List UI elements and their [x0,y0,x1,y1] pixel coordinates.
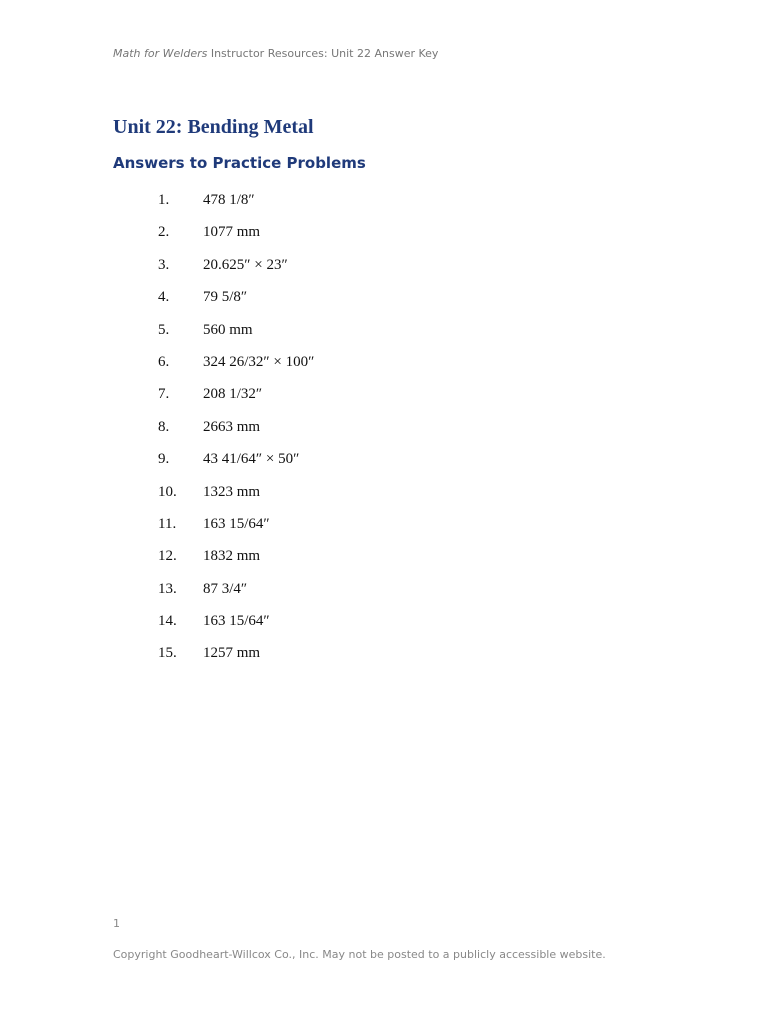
answer-number: 2. [158,224,170,241]
answer-number: 11. [158,515,177,532]
answer-value: 43 41/64″ × 50″ [203,451,300,468]
answer-item [0,384,768,416]
answer-number: 7. [158,386,170,403]
answer-item [0,222,768,254]
answer-value: 1257 mm [203,645,261,662]
answer-value: 79 5/8″ [203,289,248,306]
answer-item [0,190,768,222]
answer-number: 5. [158,321,170,338]
answer-number: 9. [158,451,170,468]
answer-value: 163 15/64″ [203,515,270,532]
answer-value: 2663 mm [203,418,261,435]
answer-number: 12. [158,548,177,565]
answer-value: 1077 mm [203,224,261,241]
answer-number: 13. [158,580,177,597]
answer-item [0,579,768,611]
answer-value: 208 1/32″ [203,386,263,403]
answer-number: 4. [158,289,170,306]
answer-value: 478 1/8″ [203,192,255,208]
answer-number: 10. [158,483,177,500]
answer-item [0,643,768,675]
answer-item [0,514,768,546]
answer-number: 15. [158,645,177,662]
answer-number: 8. [158,418,170,435]
answer-value: 20.625″ × 23″ [203,256,288,273]
answer-item [0,482,768,514]
answer-item [0,449,768,481]
answer-value: 560 mm [203,321,253,338]
answer-item [0,417,768,449]
page-title: Unit 22: Bending Metal [113,116,314,138]
answer-value: 324 26/32″ × 100″ [203,353,315,370]
answer-item [0,352,768,384]
book-title: Math for Welders [113,47,208,60]
answer-item [0,611,768,643]
answer-value: 163 15/64″ [203,613,270,630]
header-text: Instructor Resources: Unit 22 Answer Key [207,47,439,60]
answer-item [0,546,768,578]
answer-number: 1. [158,192,170,208]
answer-value: 87 3/4″ [203,580,248,597]
answer-value: 1323 mm [203,483,261,500]
answer-number: 14. [158,613,177,630]
page-number: 1 [113,917,120,930]
answer-item [0,320,768,352]
section-heading: Answers to Practice Problems [113,154,366,172]
answer-list [0,190,768,676]
answer-item [0,287,768,319]
answer-number: 3. [158,256,170,273]
copyright-footer: Copyright Goodheart-Willcox Co., Inc. May not be posted to a publicly accessible website. [113,948,606,961]
running-header [113,47,438,60]
answer-value: 1832 mm [203,548,261,565]
answer-number: 6. [158,353,170,370]
answer-item [0,255,768,287]
